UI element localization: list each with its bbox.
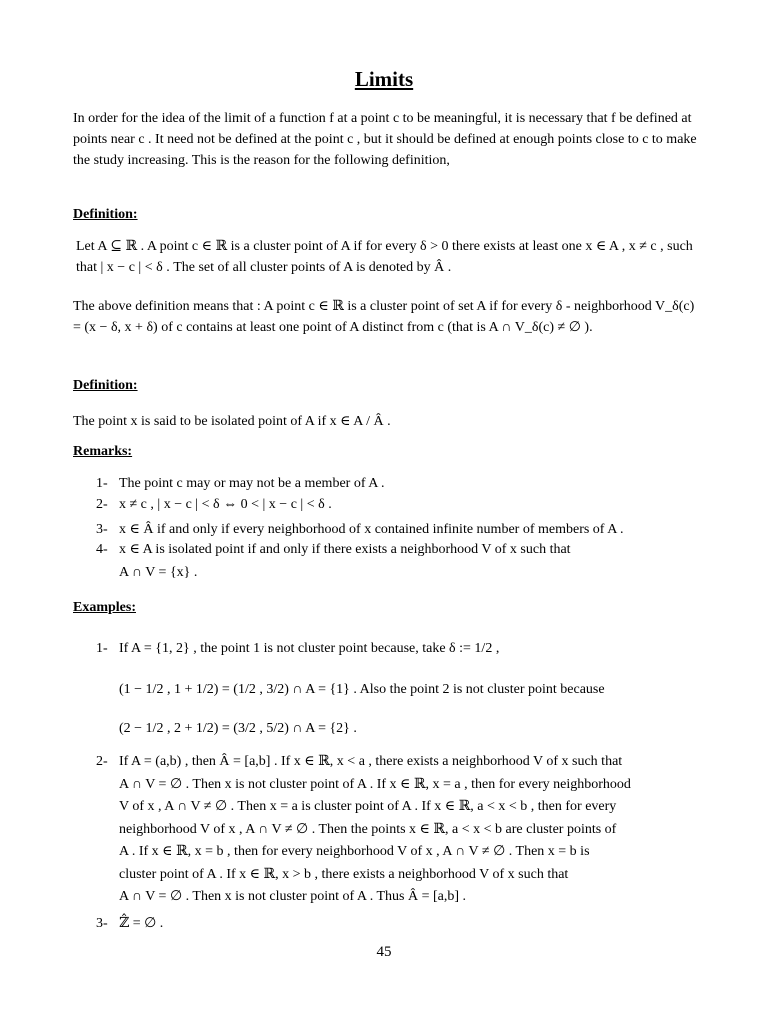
remark-text: A ∩ V = {x} . <box>119 565 198 580</box>
remark-text: The point c may or may not be a member of A . <box>119 476 385 491</box>
page-number: 45 <box>376 944 392 960</box>
example-text: V of x , A ∩ V ≠ ∅ . Then x = a is cluster point of A . If x ∈ ℝ, a < x < b , then for every <box>119 799 617 814</box>
example-number: 2- <box>96 754 108 769</box>
example-item <box>96 638 706 739</box>
example-text: neighborhood V of x , A ∩ V ≠ ∅ . Then the points x ∈ ℝ, a < x < b are cluster points of <box>119 821 617 837</box>
remark-item <box>96 539 706 583</box>
remark-item <box>96 519 706 540</box>
example-number: 1- <box>96 641 108 656</box>
example-item <box>96 913 706 934</box>
remark-item <box>96 494 706 515</box>
remark-number: 3- <box>96 522 108 537</box>
definition-heading-2: Definition: <box>73 378 138 393</box>
example-item <box>96 751 706 909</box>
example-number: 3- <box>96 916 108 931</box>
remark-text: x ≠ c , | x − c | < δ ⇔ 0 < | x − c | < δ . <box>119 497 332 512</box>
intro-paragraph: In order for the idea of the limit of a function f at a point c to be meaningful, it is necessary that f be defined at points near c . It need not be defined at the point c , but it should be defined at enough points close to c to make the study increasing. This is the reason for the following definition, <box>73 111 697 168</box>
example-text: ℤ̂ = ∅ . <box>119 916 164 931</box>
example-text: cluster point of A . If x ∈ ℝ, x > b , there exists a neighborhood V of x such that <box>119 866 569 882</box>
examples-heading: Examples: <box>73 600 136 615</box>
example-text: If A = {1, 2} , the point 1 is not cluster point because, take δ := 1/2 , <box>119 641 500 656</box>
example-text: If A = (a,b) , then Â = [a,b] . If x ∈ ℝ, x < a , there exists a neighborhood V of x such that <box>119 754 623 769</box>
definition-explanation: The above definition means that : A point c ∈ ℝ is a cluster point of set A if for every δ - neighborhood V_δ(c) = (x − δ, x + δ) of c contains at least one point of A distinct from c (that is A ∩ V_δ(c) ≠ ∅ ). <box>73 299 695 335</box>
remark-text: x ∈ Â if and only if every neighborhood of x contained infinite number of members of A . <box>119 522 624 537</box>
remark-number: 2- <box>96 497 108 512</box>
remarks-heading: Remarks: <box>73 444 133 459</box>
definition-text-1: Let A ⊆ ℝ . A point c ∈ ℝ is a cluster point of A if for every δ > 0 there exists at least one x ∈ A , x ≠ c , such that | x − c | < δ . The set of all cluster points of A is denoted by Â . <box>76 239 693 275</box>
example-text: (1 − 1/2 , 1 + 1/2) = (1/2 , 3/2) ∩ A = {1} . Also the point 2 is not cluster point because <box>119 682 605 697</box>
example-text: A ∩ V = ∅ . Then x is not cluster point of A . If x ∈ ℝ, x = a , then for every neighborhood <box>119 776 631 792</box>
remark-number: 1- <box>96 476 108 491</box>
remark-number: 4- <box>96 542 108 557</box>
remark-text: x ∈ A is isolated point if and only if there exists a neighborhood V of x such that <box>119 542 571 557</box>
remark-item <box>96 473 706 494</box>
page-title: Limits <box>354 67 414 91</box>
definition-text-2: The point x is said to be isolated point of A if x ∈ A / Â . <box>73 414 391 429</box>
example-text: A ∩ V = ∅ . Then x is not cluster point of A . Thus Â = [a,b] . <box>119 889 466 904</box>
example-text: (2 − 1/2 , 2 + 1/2) = (3/2 , 5/2) ∩ A = {2} . <box>119 721 357 736</box>
definition-heading-1: Definition: <box>73 207 138 222</box>
example-text: A . If x ∈ ℝ, x = b , then for every neighborhood V of x , A ∩ V ≠ ∅ . Then x = b is <box>119 844 590 859</box>
